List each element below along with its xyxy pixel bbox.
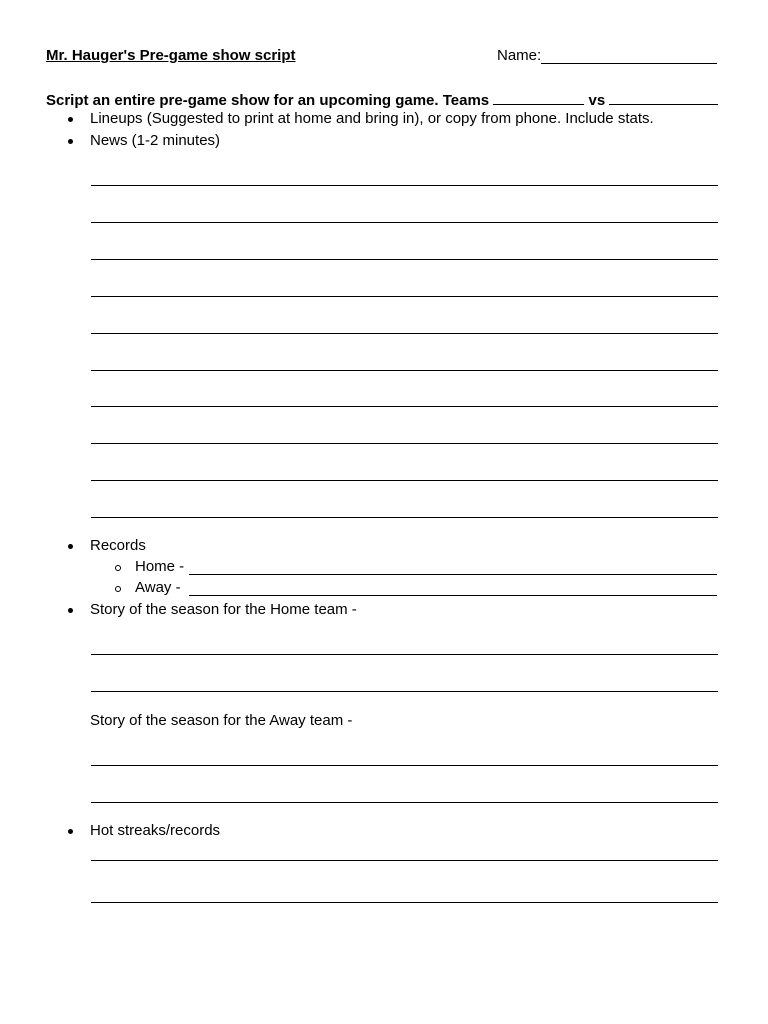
away-story-item: Story of the season for the Away team - (90, 712, 353, 729)
home-label: Home - (135, 558, 185, 575)
home-story-item: Story of the season for the Home team - (90, 601, 357, 618)
bullet-icon (68, 117, 73, 122)
instructions-text: Script an entire pre-game show for an upcoming game. Teams (46, 92, 490, 109)
page-title: Mr. Hauger's Pre-game show script (46, 47, 296, 64)
bullet-icon (68, 829, 73, 834)
home-story-line[interactable] (91, 691, 718, 692)
news-line[interactable] (91, 517, 718, 518)
records-item: Records (90, 537, 146, 554)
news-item: News (1-2 minutes) (90, 132, 221, 149)
bullet-icon (68, 139, 73, 144)
news-line[interactable] (91, 259, 718, 260)
team-2-field[interactable] (609, 90, 718, 105)
news-line[interactable] (91, 370, 718, 371)
sub-bullet-icon (115, 586, 121, 592)
news-line[interactable] (91, 222, 718, 223)
sub-bullet-icon (115, 565, 121, 571)
name-label: Name: (497, 47, 542, 64)
news-line[interactable] (91, 406, 718, 407)
instructions (46, 90, 718, 110)
hot-streaks-item: Hot streaks/records (90, 822, 221, 839)
home-story-line[interactable] (91, 654, 718, 655)
bullet-icon (68, 544, 73, 549)
home-record-field[interactable] (189, 574, 717, 575)
news-line[interactable] (91, 480, 718, 481)
away-record-field[interactable] (189, 595, 717, 596)
bullet-icon (68, 608, 73, 613)
away-story-line[interactable] (91, 765, 718, 766)
news-line[interactable] (91, 443, 718, 444)
away-story-line[interactable] (91, 802, 718, 803)
vs-label: vs (588, 92, 606, 109)
away-label: Away - (135, 579, 181, 596)
news-line[interactable] (91, 185, 718, 186)
hot-streaks-line[interactable] (91, 860, 718, 861)
hot-streaks-line[interactable] (91, 902, 718, 903)
news-line[interactable] (91, 333, 718, 334)
lineups-item: Lineups (Suggested to print at home and bring in), or copy from phone. Include stats. (90, 110, 654, 127)
news-line[interactable] (91, 296, 718, 297)
team-1-field[interactable] (493, 90, 584, 105)
name-field[interactable] (541, 63, 717, 64)
